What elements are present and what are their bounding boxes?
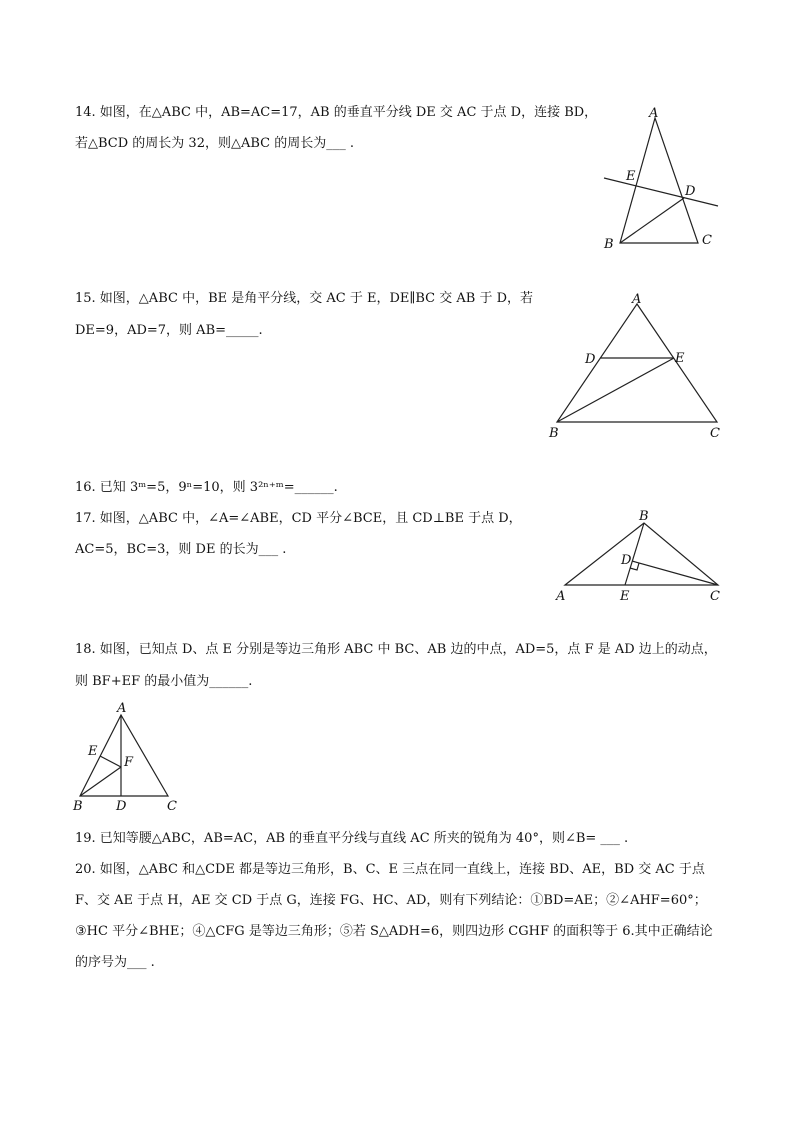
label-d: D (621, 553, 632, 568)
label-a: A (117, 701, 127, 716)
problem-20-line-2: F、交 AE 于点 H，AE 交 CD 于点 G，连接 FG、HC、AD，则有下列结论：①BD=AE；②∠AHF=60°； (75, 893, 707, 908)
problem-17-line-2: AC=5，BC=3，则 DE 的长为___ . (75, 542, 287, 557)
label-b: B (604, 237, 614, 252)
problem-16-line-1: 16. 已知 3ᵐ=5，9ⁿ=10，则 3²ⁿ⁺ᵐ=______. (75, 480, 338, 495)
problem-15-line-1: 15. 如图，△ABC 中，BE 是角平分线，交 AC 于 E，DE∥BC 交 AB 于 D，若 (75, 291, 534, 306)
segment-be (557, 358, 674, 422)
label-b: B (73, 799, 83, 814)
segment-cd (632, 561, 718, 585)
problem-18-line-2: 则 BF+EF 的最小值为______. (75, 674, 253, 689)
figure-14-svg (600, 100, 730, 260)
segment-ef (100, 756, 121, 767)
label-a: A (649, 106, 659, 121)
label-e: E (675, 351, 685, 366)
problem-20-line-3: ③HC 平分∠BHE；④△CFG 是等边三角形；⑤若 S△ADH=6，则四边形 CGHF 的面积等于 6.其中正确结论 (75, 924, 713, 939)
label-c: C (167, 799, 177, 814)
problem-15-line-2: DE=9，AD=7，则 AB=_____. (75, 323, 263, 338)
figure-15 (545, 290, 735, 449)
label-a: A (556, 589, 566, 604)
label-c: C (710, 589, 720, 604)
figure-18 (70, 700, 190, 819)
figure-15-svg (545, 290, 735, 445)
problem-14-line-1: 14. 如图，在△ABC 中，AB=AC=17，AB 的垂直平分线 DE 交 AC 于点 D，连接 BD， (75, 105, 598, 120)
figure-17 (553, 508, 733, 612)
label-c: C (702, 233, 712, 248)
label-e: E (88, 744, 98, 759)
problem-19-line-1: 19. 已知等腰△ABC，AB=AC，AB 的垂直平分线与直线 AC 所夹的锐角为 40°，则∠B= ___ . (75, 831, 629, 846)
figure-14 (600, 100, 730, 264)
label-d: D (116, 799, 127, 814)
label-e: E (626, 169, 636, 184)
segment-bf (80, 767, 121, 796)
figure-18-svg (70, 700, 190, 815)
figure-17-svg (553, 508, 733, 608)
perpendicular-bisector (604, 178, 718, 206)
label-c: C (710, 426, 720, 441)
problem-18-line-1: 18. 如图，已知点 D、点 E 分别是等边三角形 ABC 中 BC、AB 边的中点，AD=5，点 F 是 AD 边上的动点， (75, 642, 717, 657)
label-d: D (685, 184, 696, 199)
segment-bd (620, 198, 684, 243)
problem-17-line-1: 17. 如图，△ABC 中，∠A=∠ABE，CD 平分∠BCE，且 CD⊥BE 于点 D， (75, 511, 522, 526)
label-d: D (585, 352, 596, 367)
problem-20-line-1: 20. 如图，△ABC 和△CDE 都是等边三角形，B、C、E 三点在同一直线上，连接 BD、AE，BD 交 AC 于点 (75, 862, 705, 877)
problem-14-line-2: 若△BCD 的周长为 32，则△ABC 的周长为___ . (75, 136, 354, 151)
problem-20-line-4: 的序号为___ . (75, 955, 155, 970)
label-f: F (124, 755, 134, 770)
label-e: E (620, 589, 630, 604)
label-b: B (549, 426, 559, 441)
triangle-abc (557, 304, 717, 422)
label-b: B (639, 509, 649, 524)
label-a: A (632, 292, 642, 307)
